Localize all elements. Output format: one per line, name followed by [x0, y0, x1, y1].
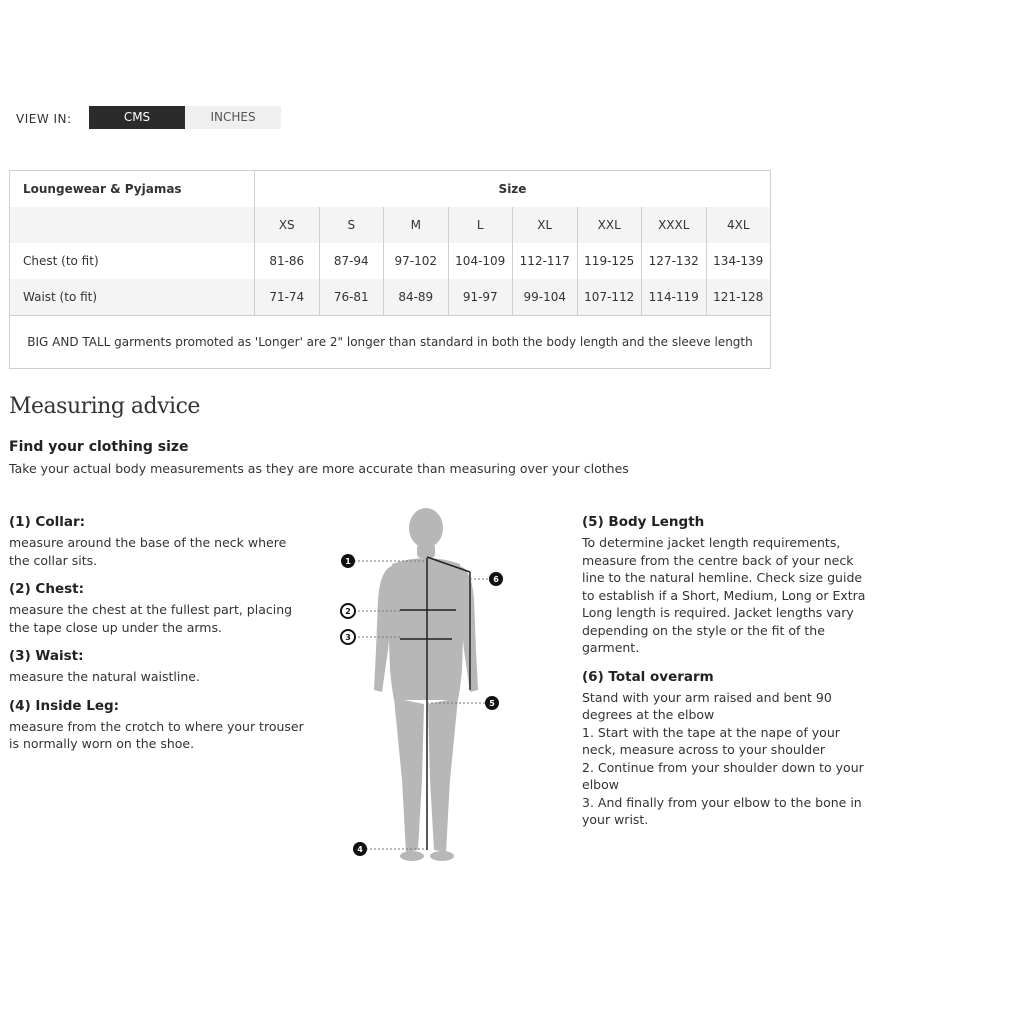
table-cell: 114-119: [642, 279, 707, 316]
find-size-description: Take your actual body measurements as they are more accurate than measuring over your clothes: [9, 461, 629, 476]
marker-5: 5: [489, 699, 495, 708]
unit-toggle: [89, 106, 281, 129]
table-cell: 107-112: [577, 279, 642, 316]
measuring-advice-title: Measuring advice: [9, 394, 200, 419]
size-cell: XL: [513, 207, 578, 243]
advice-text: To determine jacket length requirements, measure from the centre back of your neck line to the natural hemline. Check size guide to establish if a Short, Medium, Long or Extra Long length is required. Jacket lengths vary depending on the style or the fit of the garment.: [582, 535, 866, 655]
marker-2: 2: [345, 607, 351, 616]
body-silhouette: [374, 508, 478, 861]
marker-3: 3: [345, 633, 351, 642]
table-cell: 127-132: [642, 243, 707, 279]
size-cell: 4XL: [706, 207, 771, 243]
size-chart-table: [9, 170, 771, 369]
inside-leg-advice: [9, 698, 309, 753]
advice-text: [582, 689, 872, 829]
total-overarm-advice: [582, 669, 872, 829]
table-cell: 134-139: [706, 243, 771, 279]
table-cell: 76-81: [319, 279, 384, 316]
advice-heading: (6) Total overarm: [582, 668, 714, 685]
body-length-advice: [582, 514, 872, 657]
size-cell: L: [448, 207, 513, 243]
row-label: Chest (to fit): [23, 254, 99, 268]
advice-text: measure the chest at the fullest part, placing the tape close up under the arms.: [9, 602, 293, 635]
row-label: Waist (to fit): [10, 279, 255, 316]
advice-text: measure around the base of the neck where the collar sits.: [9, 535, 287, 568]
advice-heading: (3) Waist:: [9, 648, 84, 664]
size-cell: M: [384, 207, 449, 243]
table-row-waist: [10, 279, 771, 316]
table-cell: 87-94: [319, 243, 384, 279]
size-cell: XXL: [577, 207, 642, 243]
advice-text: measure the natural waistline.: [9, 669, 200, 684]
table-cell: 97-102: [384, 243, 449, 279]
table-cell: 112-117: [513, 243, 578, 279]
table-cell: 81-86: [255, 243, 320, 279]
table-cell: 71-74: [255, 279, 320, 316]
table-category-label: Loungewear & Pyjamas: [23, 182, 182, 196]
table-cell: 119-125: [577, 243, 642, 279]
waist-advice: [9, 648, 309, 686]
advice-heading: (5) Body Length: [582, 514, 705, 530]
measurements-left-column: [9, 514, 309, 765]
marker-6: 6: [493, 575, 499, 584]
advice-heading: (2) Chest:: [9, 581, 84, 597]
marker-1: 1: [345, 557, 351, 566]
advice-line: 2. Continue from your shoulder down to your elbow: [582, 759, 864, 792]
advice-line: 3. And finally from your elbow to the bone in your wrist.: [582, 794, 862, 827]
table-cell: 121-128: [706, 279, 771, 316]
chest-advice: [9, 581, 309, 636]
table-cell: 99-104: [513, 279, 578, 316]
advice-heading: (4) Inside Leg:: [9, 697, 120, 714]
marker-4: 4: [357, 845, 363, 854]
view-in-label: VIEW IN:: [16, 112, 72, 126]
advice-text: measure from the crotch to where your trouser is normally worn on the shoe.: [9, 718, 304, 751]
size-header: Size: [255, 171, 771, 208]
advice-line: 1. Start with the tape at the nape of your neck, measure across to your shoulder: [582, 724, 840, 757]
find-size-heading: Find your clothing size: [9, 439, 189, 455]
table-cell: 84-89: [384, 279, 449, 316]
size-cell: S: [319, 207, 384, 243]
big-and-tall-note: BIG AND TALL garments promoted as 'Longer' are 2" longer than standard in both the body length and the sleeve length: [10, 316, 771, 369]
advice-line: Stand with your arm raised and bent 90 degrees at the elbow: [582, 689, 832, 722]
table-cell: 91-97: [448, 279, 513, 316]
body-measurement-figure: [330, 500, 520, 870]
size-cell: XS: [255, 207, 320, 243]
table-row-chest: [10, 243, 771, 279]
table-row-sizes: [10, 207, 771, 243]
cms-toggle-button[interactable]: CMS: [89, 106, 185, 129]
collar-advice: [9, 514, 309, 569]
advice-heading: (1) Collar:: [9, 514, 86, 530]
size-cell: XXXL: [642, 207, 707, 243]
inches-toggle-button[interactable]: INCHES: [185, 106, 281, 129]
measurements-right-column: [582, 514, 872, 841]
table-cell: 104-109: [448, 243, 513, 279]
